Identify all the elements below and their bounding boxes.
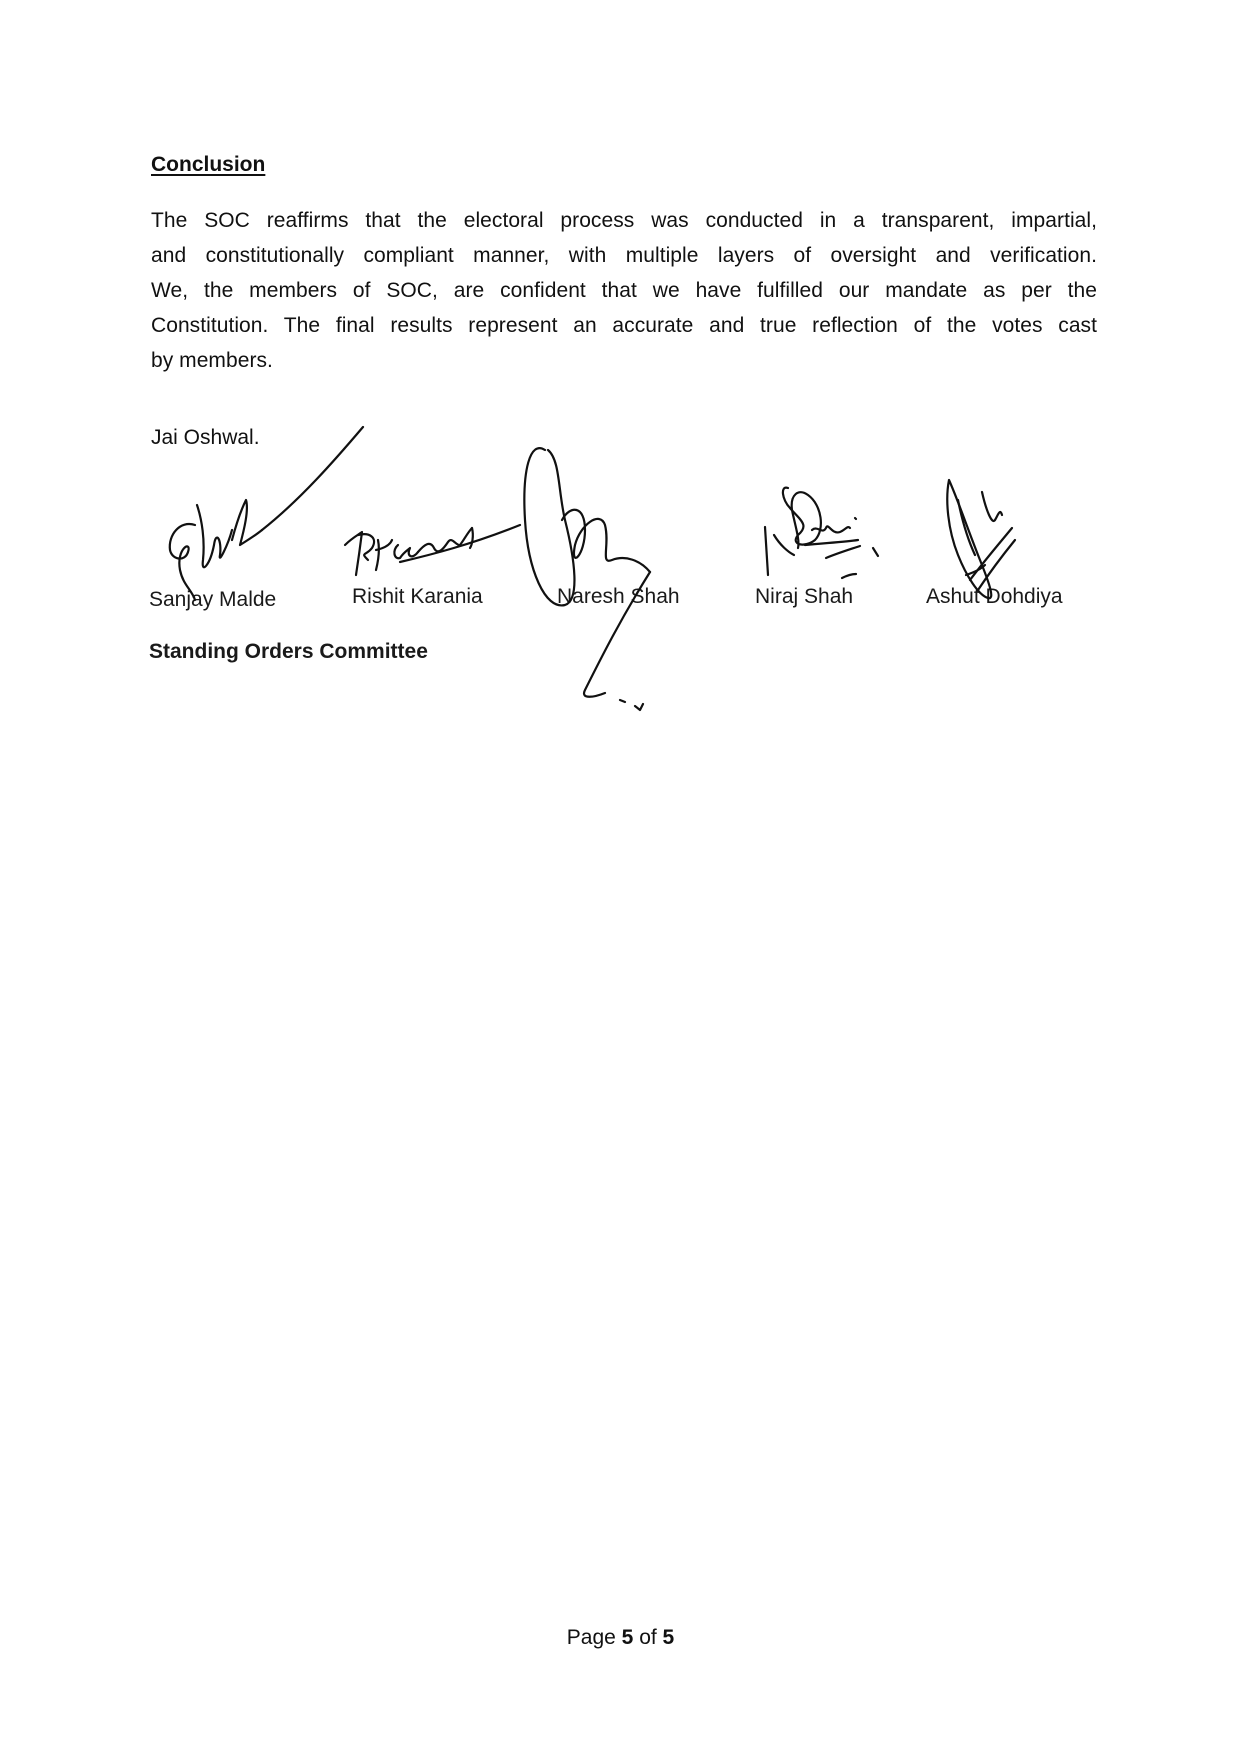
signature-niraj-shah (765, 488, 878, 578)
page-footer (0, 1626, 1241, 1650)
total-pages-number: 5 (662, 1626, 675, 1649)
signatory-name: Sanjay Malde (149, 588, 277, 611)
signature-rishit-karania (345, 525, 520, 575)
paragraph-line: The SOC reaffirms that the electoral process was conducted in a transparent, impartial, (151, 209, 1097, 232)
section-heading: Conclusion (151, 153, 266, 176)
signatory-name: Ashut Dohdiya (926, 585, 1063, 608)
salutation: Jai Oshwal. (151, 426, 260, 449)
signatory-name: Rishit Karania (352, 585, 483, 608)
signature-sanjay-malde (170, 427, 363, 600)
committee-name: Standing Orders Committee (149, 640, 428, 663)
signatory-name: Niraj Shah (755, 585, 854, 608)
current-page-number: 5 (621, 1626, 634, 1649)
signature-naresh-shah (524, 448, 650, 710)
paragraph-line: and constitutionally compliant manner, with multiple layers of oversight and verification. (151, 244, 1097, 267)
page-label: Page (566, 1626, 616, 1649)
signature-ashut-dohdiya (947, 480, 1015, 598)
signatory-name: Naresh Shah (557, 585, 680, 608)
paragraph-line: Constitution. The final results represent an accurate and true reflection of the votes cast (151, 314, 1097, 337)
of-label: of (639, 1626, 657, 1649)
conclusion-paragraph (151, 203, 1097, 378)
paragraph-line: We, the members of SOC, are confident that we have fulfilled our mandate as per the (151, 279, 1097, 302)
paragraph-line: by members. (151, 349, 273, 372)
